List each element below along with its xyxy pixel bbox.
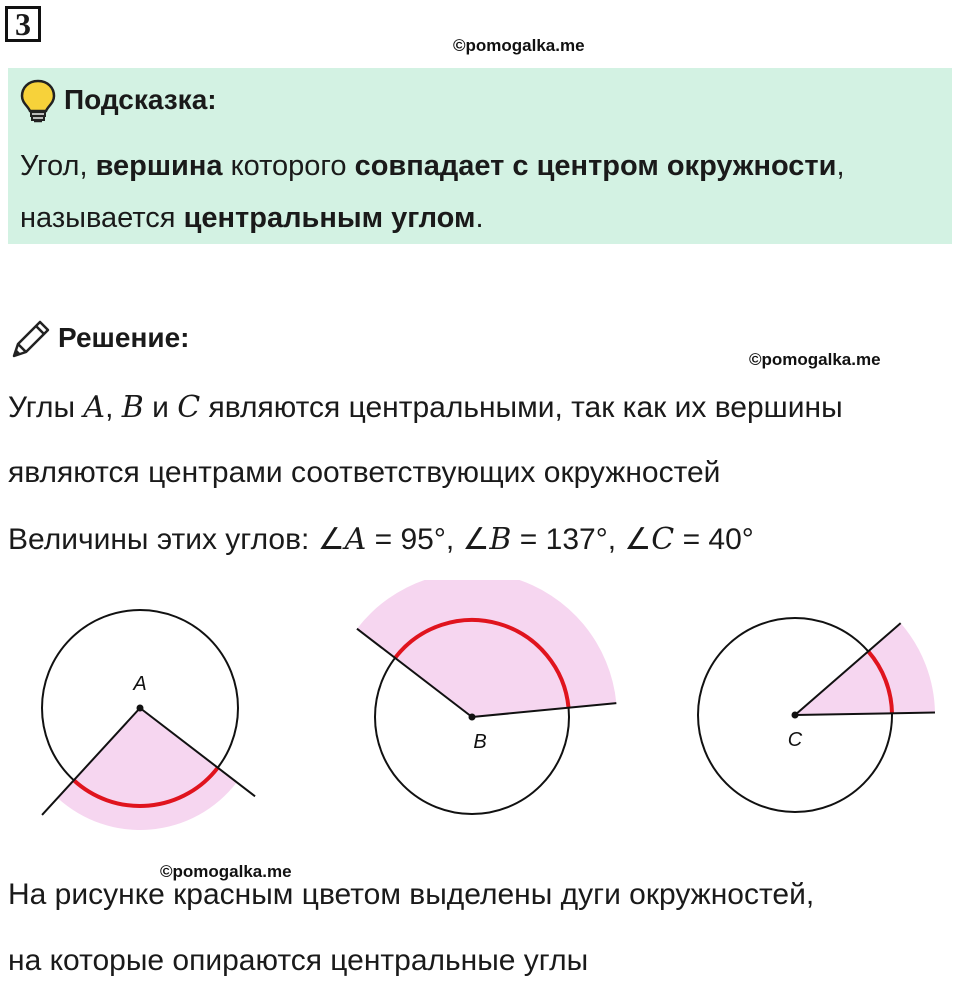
hint-line1-run-3: совпадает с центром окружности [354,150,837,182]
solution-line1-run-2: , [105,391,122,424]
solution-line3-run-3: B [489,522,512,557]
solution-title: Решение: [58,322,190,353]
lightbulb-icon [18,78,58,126]
solution-line1-run-5: C [177,390,201,425]
vertex-label-B: B [473,731,487,753]
conclusion-line2: на которые опираются центральные углы [8,944,589,977]
solution-line3-run-5: C [651,522,675,557]
hint-text-line2 [20,202,484,235]
solution-line3-run-4: = 137°, ∠ [511,523,652,556]
sector-C [795,623,935,715]
hint-box [8,68,952,244]
hint-text-line1 [20,150,845,183]
solution-line2: являются центрами соответствующих окружностей [8,456,721,489]
solution-line3-run-0: Величины этих углов: ∠ [8,523,345,556]
solution-line1 [8,390,843,425]
solution-line1-run-6: являются центральными, так как их вершины [200,391,843,424]
solution-line1-run-4: и [143,391,178,424]
conclusion-line1: На рисунке красным цветом выделены дуги окружностей, [8,878,815,911]
hint-line1-run-1: вершина [95,150,223,182]
hint-line1-run-4: , [836,150,845,182]
solution-line3-run-6: = 40° [674,523,754,556]
hint-title: Подсказка: [64,84,217,115]
hint-line2-run-0: называется [20,202,184,234]
vertex-A [137,705,144,712]
figures [0,580,960,850]
vertex-label-A: A [133,673,147,695]
hint-line1-run-0: Угол, [20,150,96,182]
solution-line3-run-2: = 95°, ∠ [366,523,490,556]
solution-line1-run-1: A [83,390,106,425]
vertex-C [792,712,799,719]
hint-line2-run-2: . [475,202,484,234]
sector-B [357,580,616,717]
task-number: 3 [5,6,41,42]
solution-line1-run-0: Углы [8,391,84,424]
watermark-top: ©pomogalka.me [453,36,585,55]
hint-line2-run-1: центральным углом [183,202,476,234]
solution-line1-run-3: B [121,390,144,425]
solution-line3 [8,522,754,557]
hint-line1-run-2: которого [222,150,355,182]
pencil-icon [8,316,54,362]
watermark-middle: ©pomogalka.me [749,350,881,369]
solution-line3-run-1: A [344,522,367,557]
vertex-B [469,714,476,721]
vertex-label-C: C [787,729,803,751]
watermark-bottom: ©pomogalka.me [160,862,292,881]
